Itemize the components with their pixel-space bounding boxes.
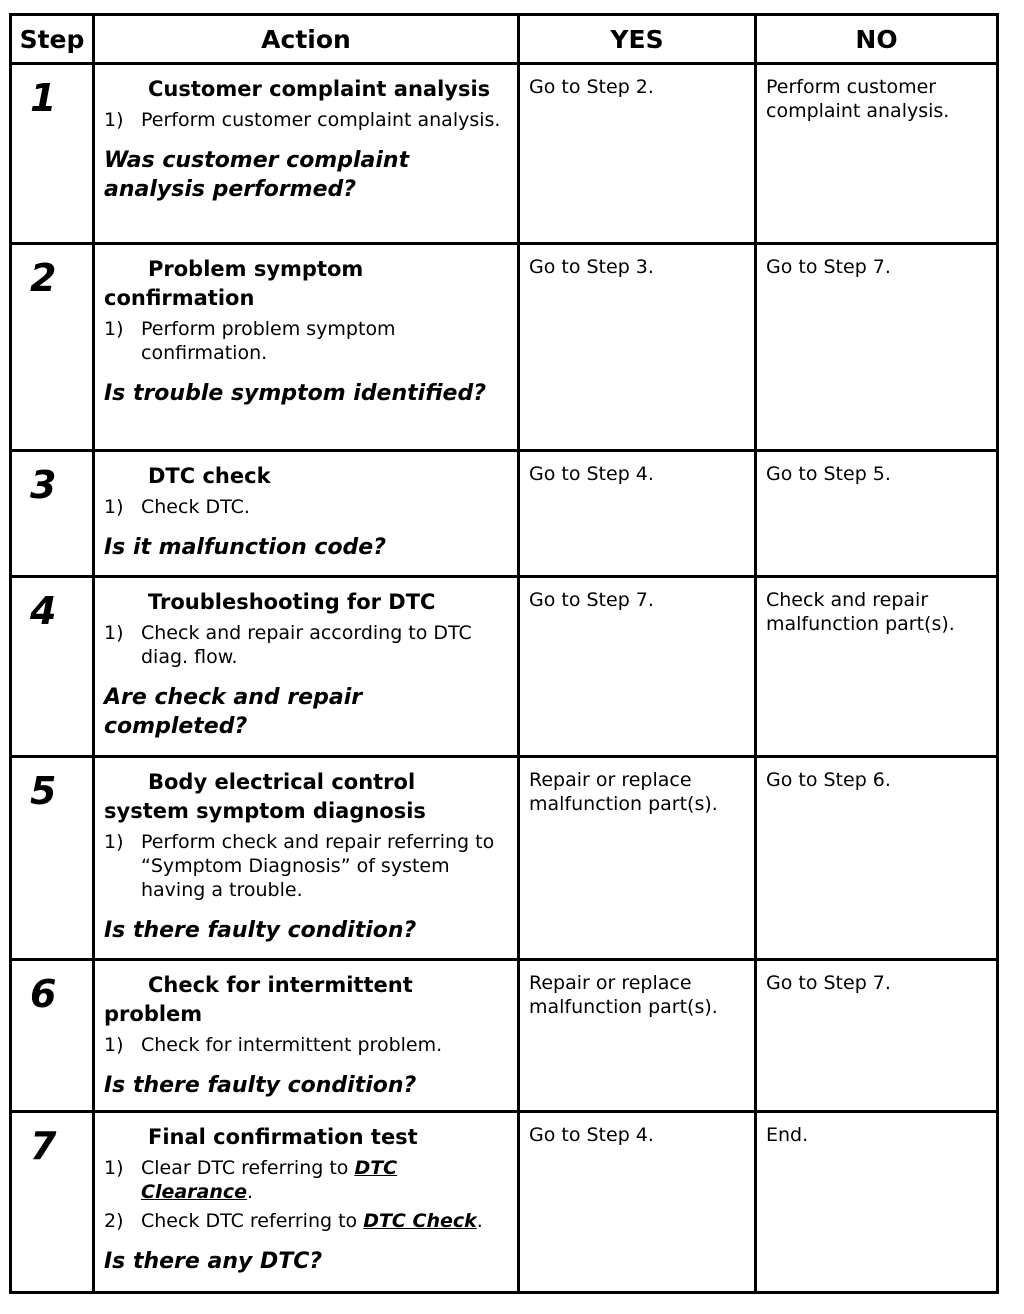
step-row-4 [11, 577, 998, 757]
step-number-cell [11, 1112, 94, 1293]
yes-result: Go to Step 2. [529, 76, 654, 98]
step-number: 7 [30, 1124, 57, 1168]
yes-result: Repair or replace malfunction part(s). [529, 972, 718, 1018]
no-cell [756, 244, 998, 451]
diagnostic-flow-table [9, 13, 999, 1294]
action-cell [94, 757, 519, 960]
action-title: Problem symptom confirmation [104, 257, 364, 310]
step-number: 3 [30, 463, 57, 507]
action-title: DTC check [148, 464, 271, 488]
action-step-text-part: . [476, 1210, 483, 1232]
step-number: 2 [30, 256, 57, 300]
action-content [95, 578, 517, 749]
action-step-text [141, 317, 507, 365]
action-step-text [141, 1209, 507, 1233]
action-question: Is there any DTC? [104, 1249, 323, 1274]
header-no: NO [756, 15, 998, 64]
step-number: 6 [30, 972, 57, 1016]
action-step-text-part: Check DTC referring to [141, 1210, 364, 1232]
action-cell [94, 960, 519, 1112]
yes-cell [519, 451, 756, 577]
no-cell [756, 451, 998, 577]
action-step-text-part: Check and repair according to DTC diag. flow. [141, 622, 472, 668]
action-step-text [141, 830, 507, 902]
action-question: Is it malfunction code? [104, 535, 386, 560]
action-question: Is there faulty condition? [104, 1073, 417, 1098]
action-content [95, 452, 517, 570]
no-result: End. [766, 1124, 809, 1146]
step-number: 4 [30, 589, 57, 633]
action-step-number: 1) [104, 1157, 124, 1179]
action-step-text [141, 495, 507, 519]
action-content [95, 961, 517, 1108]
reference-link[interactable]: DTC Check [363, 1210, 477, 1232]
no-cell [756, 577, 998, 757]
yes-cell [519, 244, 756, 451]
action-title: Body electrical control system symptom diagnosis [104, 770, 426, 823]
action-step-item [104, 108, 507, 132]
action-step-number: 1) [104, 1034, 124, 1056]
no-result: Go to Step 7. [766, 256, 891, 278]
yes-result: Go to Step 7. [529, 589, 654, 611]
step-number-cell [11, 577, 94, 757]
yes-result: Go to Step 4. [529, 1124, 654, 1146]
action-content [95, 65, 517, 212]
step-number-cell [11, 244, 94, 451]
step-number: 1 [30, 76, 57, 120]
step-number: 5 [30, 769, 57, 813]
action-step-text-part: . [247, 1181, 254, 1203]
action-cell [94, 64, 519, 244]
no-result: Go to Step 7. [766, 972, 891, 994]
step-number-cell [11, 757, 94, 960]
action-step-number: 1) [104, 109, 124, 131]
action-cell [94, 577, 519, 757]
step-row-2 [11, 244, 998, 451]
action-question: Was customer complaint analysis performed? [104, 148, 410, 202]
action-steps-list [104, 1033, 507, 1057]
action-title: Troubleshooting for DTC [148, 590, 436, 614]
step-row-7 [11, 1112, 998, 1293]
step-number-cell [11, 451, 94, 577]
action-step-item [104, 1209, 507, 1233]
action-step-item [104, 495, 507, 519]
action-question: Are check and repair completed? [104, 685, 363, 739]
action-step-number: 1) [104, 622, 124, 644]
action-step-text [141, 108, 507, 132]
yes-result: Repair or replace malfunction part(s). [529, 769, 718, 815]
action-question: Is trouble symptom identified? [104, 381, 486, 406]
action-title: Final confirmation test [148, 1125, 418, 1149]
no-cell [756, 757, 998, 960]
action-content [95, 758, 517, 953]
yes-cell [519, 1112, 756, 1293]
action-step-item [104, 1033, 507, 1057]
action-step-number: 1) [104, 831, 124, 853]
step-number-cell [11, 960, 94, 1112]
no-result: Perform customer complaint analysis. [766, 76, 950, 122]
yes-cell [519, 577, 756, 757]
no-result: Go to Step 5. [766, 463, 891, 485]
yes-cell [519, 757, 756, 960]
action-cell [94, 451, 519, 577]
action-title: Customer complaint analysis [148, 77, 491, 101]
action-steps-list [104, 830, 507, 902]
action-step-text-part: Check for intermittent problem. [141, 1034, 443, 1056]
action-title: Check for intermittent problem [104, 973, 413, 1026]
step-rows [11, 64, 998, 1293]
header-action: Action [94, 15, 519, 64]
action-step-text-part: Perform check and repair referring to “Symptom Diagnosis” of system having a trouble. [141, 831, 495, 901]
action-step-item [104, 830, 507, 902]
action-cell [94, 244, 519, 451]
action-step-text [141, 1033, 507, 1057]
no-result: Go to Step 6. [766, 769, 891, 791]
header-step: Step [11, 15, 94, 64]
header-yes: YES [519, 15, 756, 64]
action-steps-list [104, 621, 507, 669]
yes-cell [519, 64, 756, 244]
yes-result: Go to Step 3. [529, 256, 654, 278]
step-row-3 [11, 451, 998, 577]
action-step-item [104, 621, 507, 669]
action-content [95, 245, 517, 416]
step-row-6 [11, 960, 998, 1112]
action-step-text-part: Perform problem symptom confirmation. [141, 318, 396, 364]
action-step-text-part: Check DTC. [141, 496, 250, 518]
step-row-1 [11, 64, 998, 244]
action-steps-list [104, 495, 507, 519]
action-question: Is there faulty condition? [104, 918, 417, 943]
yes-cell [519, 960, 756, 1112]
action-steps-list [104, 108, 507, 132]
action-content [95, 1113, 517, 1284]
yes-result: Go to Step 4. [529, 463, 654, 485]
no-cell [756, 1112, 998, 1293]
action-steps-list [104, 1156, 507, 1233]
action-cell [94, 1112, 519, 1293]
action-step-text-part: Perform customer complaint analysis. [141, 109, 501, 131]
action-step-number: 1) [104, 318, 124, 340]
step-row-5 [11, 757, 998, 960]
step-number-cell [11, 64, 94, 244]
action-step-item [104, 1156, 507, 1204]
no-result: Check and repair malfunction part(s). [766, 589, 955, 635]
action-step-number: 2) [104, 1210, 124, 1232]
reference-link[interactable]: DTC Clearance [141, 1157, 398, 1203]
no-cell [756, 960, 998, 1112]
action-step-number: 1) [104, 496, 124, 518]
action-step-text [141, 621, 507, 669]
action-step-text [141, 1156, 507, 1204]
no-cell [756, 64, 998, 244]
action-step-text-part: Clear DTC referring to [141, 1157, 355, 1179]
action-steps-list [104, 317, 507, 365]
header-row [11, 15, 998, 64]
action-step-item [104, 317, 507, 365]
